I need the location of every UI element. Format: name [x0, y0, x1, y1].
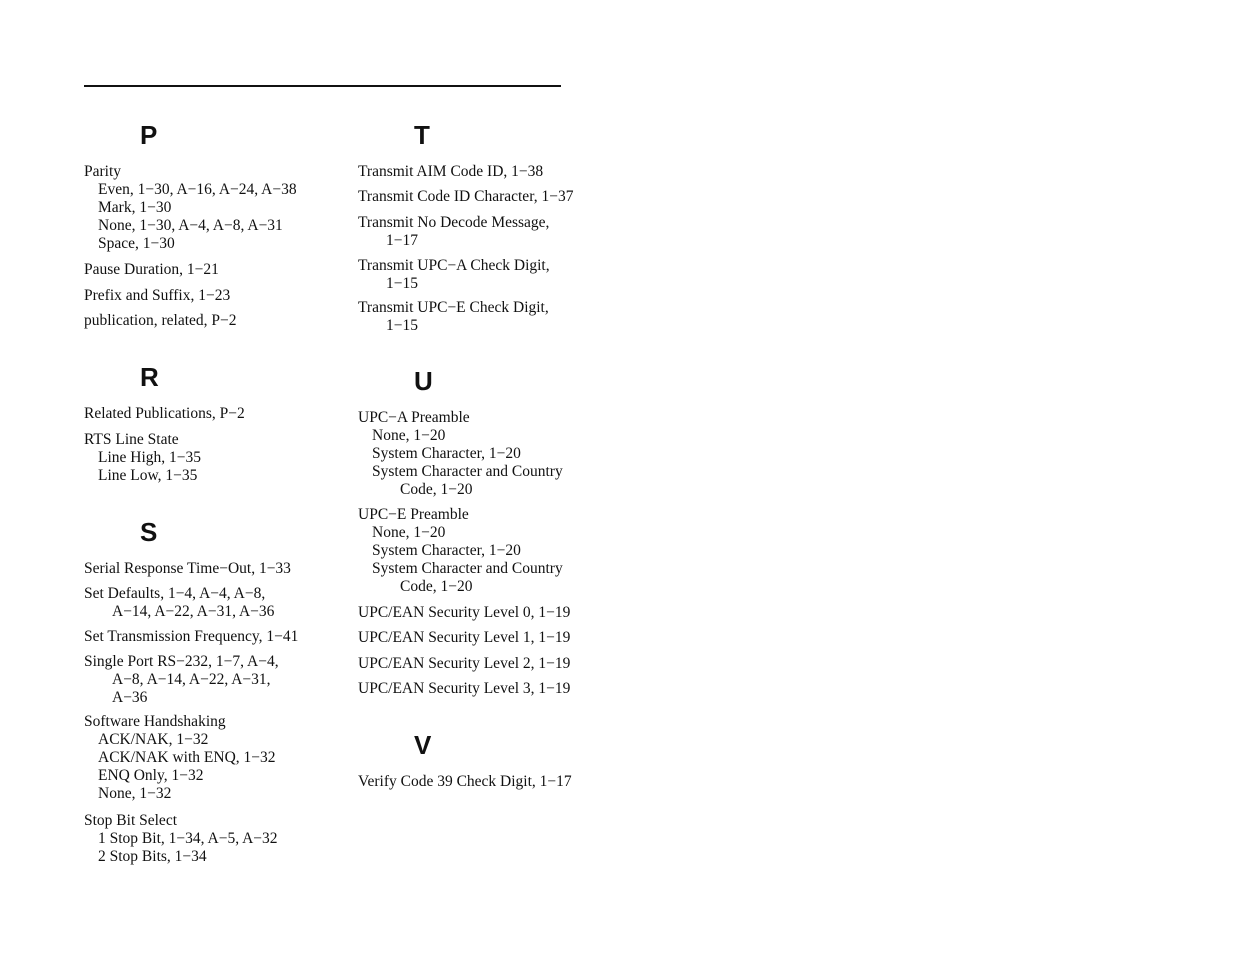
entry-title: Transmit UPC−E Check Digit,: [358, 299, 549, 316]
header-rule: [84, 85, 561, 87]
index-entry-transmit-code-id: Transmit Code ID Character, 1−37: [358, 188, 574, 205]
section-letter-v: V: [414, 730, 432, 760]
index-entry-prefix-suffix: Prefix and Suffix, 1−23: [84, 287, 231, 304]
entry-continuation: A−8, A−14, A−22, A−31,: [112, 671, 271, 688]
entry-title: Stop Bit Select: [84, 812, 177, 829]
index-entry-software-handshaking: [84, 713, 276, 803]
subentry: None, 1−30, A−4, A−8, A−31: [98, 217, 283, 234]
entry-continuation: A−36: [112, 689, 148, 706]
section-letter-t: T: [414, 120, 430, 150]
index-entry-transmit-upce: [358, 299, 549, 335]
entry-title: Single Port RS−232, 1−7, A−4,: [84, 653, 279, 670]
subentry: Even, 1−30, A−16, A−24, A−38: [98, 181, 297, 198]
index-entry-set-transmission-frequency: Set Transmission Frequency, 1−41: [84, 628, 299, 645]
subentry: Mark, 1−30: [98, 199, 172, 216]
entry-continuation: 1−15: [386, 275, 418, 292]
subentry: 1 Stop Bit, 1−34, A−5, A−32: [98, 830, 278, 847]
subentry: ACK/NAK, 1−32: [98, 731, 209, 748]
subentry: Line High, 1−35: [98, 449, 202, 466]
entry-title: RTS Line State: [84, 431, 179, 448]
subentry: Space, 1−30: [98, 235, 175, 252]
subentry: None, 1−32: [98, 785, 172, 802]
subentry: System Character, 1−20: [372, 445, 521, 462]
subentry: System Character and Country: [372, 560, 563, 577]
entry-title: Set Defaults, 1−4, A−4, A−8,: [84, 585, 266, 602]
index-entry-security-level-2: UPC/EAN Security Level 2, 1−19: [358, 655, 571, 672]
index-entry-serial-response: Serial Response Time−Out, 1−33: [84, 560, 291, 577]
index-entry-related-publications: Related Publications, P−2: [84, 405, 245, 422]
subentry: 2 Stop Bits, 1−34: [98, 848, 207, 865]
subentry-continuation: Code, 1−20: [400, 578, 473, 595]
index-entry-single-port: [84, 653, 279, 707]
subentry: None, 1−20: [372, 427, 446, 444]
index-entry-publication: publication, related, P−2: [84, 312, 237, 329]
subentry: None, 1−20: [372, 524, 446, 541]
section-letter-u: U: [414, 366, 433, 396]
index-entry-set-defaults: [84, 585, 274, 621]
index-entry-transmit-aim: Transmit AIM Code ID, 1−38: [358, 163, 544, 180]
entry-continuation: A−14, A−22, A−31, A−36: [112, 603, 275, 620]
entry-title: UPC−A Preamble: [358, 409, 470, 426]
index-entry-rts-line-state: [84, 431, 201, 485]
index-entry-upce-preamble: [358, 506, 563, 596]
subentry: ACK/NAK with ENQ, 1−32: [98, 749, 276, 766]
entry-title: Transmit No Decode Message,: [358, 214, 550, 231]
index-entry-transmit-upca: [358, 257, 550, 293]
entry-title: UPC−E Preamble: [358, 506, 469, 523]
entry-title: Transmit UPC−A Check Digit,: [358, 257, 550, 274]
subentry: Line Low, 1−35: [98, 467, 198, 484]
section-letter-s: S: [140, 517, 158, 547]
subentry-continuation: Code, 1−20: [400, 481, 473, 498]
index-entry-stop-bit-select: [84, 812, 278, 866]
subentry: System Character, 1−20: [372, 542, 521, 559]
index-entry-verify-code39: Verify Code 39 Check Digit, 1−17: [358, 773, 572, 790]
index-entry-security-level-0: UPC/EAN Security Level 0, 1−19: [358, 604, 571, 621]
subentry: ENQ Only, 1−32: [98, 767, 204, 784]
index-entry-security-level-1: UPC/EAN Security Level 1, 1−19: [358, 629, 571, 646]
index-entry-transmit-no-decode: [358, 214, 549, 250]
index-entry-parity: [84, 163, 297, 253]
entry-continuation: 1−15: [386, 317, 418, 334]
index-entry-upca-preamble: [358, 409, 563, 499]
entry-title: Parity: [84, 163, 122, 180]
index-entry-security-level-3: UPC/EAN Security Level 3, 1−19: [358, 680, 571, 697]
section-letter-r: R: [140, 362, 159, 392]
section-letter-p: P: [140, 120, 158, 150]
subentry: System Character and Country: [372, 463, 563, 480]
entry-continuation: 1−17: [386, 232, 418, 249]
index-entry-pause-duration: Pause Duration, 1−21: [84, 261, 219, 278]
entry-title: Software Handshaking: [84, 713, 226, 730]
